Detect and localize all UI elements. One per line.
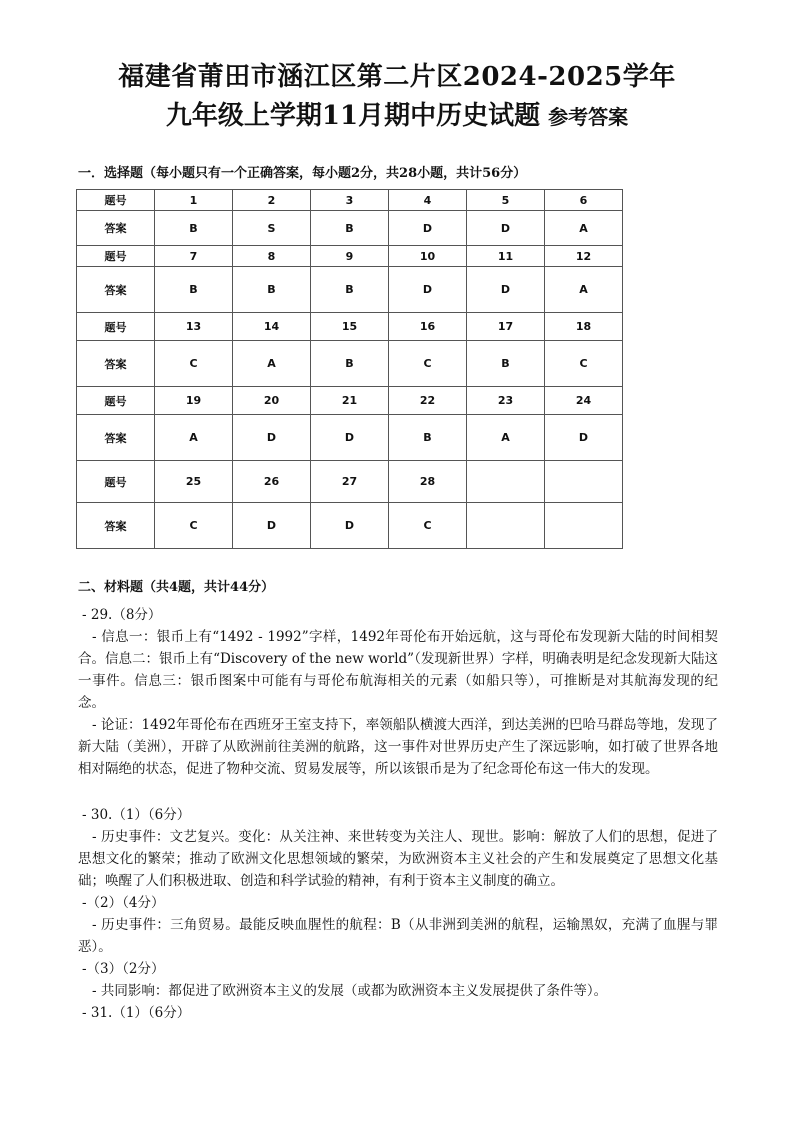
- question-number-cell: 3: [311, 190, 389, 211]
- question-number-cell: 16: [389, 313, 467, 341]
- question-29: [78, 604, 718, 780]
- answer-cell: C: [155, 503, 233, 549]
- row-label-answer: 答案: [77, 415, 155, 461]
- question-number-cell: 10: [389, 246, 467, 267]
- question-number-cell: 26: [233, 461, 311, 503]
- document-title-line1: 福建省莆田市涵江区第二片区2024-2025学年: [118, 62, 676, 92]
- question-30: [78, 804, 718, 1024]
- answer-cell: D: [311, 415, 389, 461]
- question-number-cell: 1: [155, 190, 233, 211]
- question-number-cell: 2: [233, 190, 311, 211]
- title-suffix: 参考答案: [548, 105, 629, 129]
- answer-cell: B: [311, 341, 389, 387]
- question-number-cell: 5: [467, 190, 545, 211]
- question-number-cell: 6: [545, 190, 623, 211]
- row-label-number: 题号: [77, 387, 155, 415]
- question-number-cell: 4: [389, 190, 467, 211]
- question-number-cell: 11: [467, 246, 545, 267]
- answer-cell: D: [389, 267, 467, 313]
- answer-cell: B: [155, 211, 233, 246]
- question-number-cell: 7: [155, 246, 233, 267]
- answer-cell: S: [233, 211, 311, 246]
- question-number-cell: 20: [233, 387, 311, 415]
- q30-label2: -（2）（4分）: [82, 895, 165, 911]
- answer-cell: D: [233, 503, 311, 549]
- question-number-cell: 19: [155, 387, 233, 415]
- q30-label3: -（3）（2分）: [82, 961, 165, 977]
- answer-row: [77, 267, 623, 313]
- row-label-answer: 答案: [77, 211, 155, 246]
- question-number-cell: 28: [389, 461, 467, 503]
- answer-cell: B: [311, 211, 389, 246]
- answer-cell: D: [233, 415, 311, 461]
- question-number-cell: 15: [311, 313, 389, 341]
- answer-cell: D: [467, 267, 545, 313]
- question-number-cell: [545, 461, 623, 503]
- row-label-number: 题号: [77, 313, 155, 341]
- q30-part2: - 历史事件：三角贸易。最能反映血腥性的航程：B（从非洲到美洲的航程，运输黑奴，充满了血腥与罪恶）。: [78, 917, 718, 955]
- row-label-answer: 答案: [77, 341, 155, 387]
- answer-table: [76, 189, 623, 549]
- answer-cell: D: [467, 211, 545, 246]
- q30-label: - 30.（1）（6分）: [82, 807, 191, 823]
- answer-row: [77, 211, 623, 246]
- q29-argument: - 论证：1492年哥伦布在西班牙王室支持下，率领船队横渡大西洋，到达美洲的巴哈马群岛等地，发现了新大陆（美洲），开辟了从欧洲前往美洲的航路，这一事件对世界历史产生了深远影响，如打破了世界各地相对隔绝的状态，促进了物种交流、贸易发展等，所以该银币是为了纪念哥伦布这一伟大的发现。: [78, 717, 718, 777]
- q30-part1: - 历史事件：文艺复兴。变化：从关注神、来世转变为关注人、现世。影响：解放了人们的思想，促进了思想文化的繁荣；推动了欧洲文化思想领域的繁荣，为欧洲资本主义社会的产生和发展奠定了思想文化基础；唤醒了人们积极进取、创造和科学试验的精神，有利于资本主义制度的确立。: [78, 829, 718, 889]
- answer-row: [77, 341, 623, 387]
- answer-cell: C: [389, 503, 467, 549]
- question-number-cell: 22: [389, 387, 467, 415]
- q29-label: - 29.（8分）: [82, 607, 162, 623]
- answer-cell: [545, 503, 623, 549]
- question-number-cell: 18: [545, 313, 623, 341]
- q31-label: - 31.（1）（6分）: [82, 1005, 191, 1021]
- question-number-cell: 27: [311, 461, 389, 503]
- answer-cell: C: [389, 341, 467, 387]
- question-number-cell: 13: [155, 313, 233, 341]
- answer-row: [77, 503, 623, 549]
- answer-cell: D: [389, 211, 467, 246]
- question-number-cell: 8: [233, 246, 311, 267]
- question-number-cell: 25: [155, 461, 233, 503]
- question-number-row: [77, 461, 623, 503]
- q30-part3: - 共同影响：都促进了欧洲资本主义的发展（或都为欧洲资本主义发展提供了条件等）。: [92, 983, 608, 999]
- answer-cell: A: [155, 415, 233, 461]
- question-number-cell: [467, 461, 545, 503]
- answer-cell: [467, 503, 545, 549]
- answer-cell: B: [233, 267, 311, 313]
- document-title-line2: [0, 95, 794, 132]
- row-label-answer: 答案: [77, 503, 155, 549]
- answer-row: [77, 415, 623, 461]
- question-number-cell: 24: [545, 387, 623, 415]
- answer-cell: A: [233, 341, 311, 387]
- answer-cell: B: [311, 267, 389, 313]
- answer-cell: A: [545, 267, 623, 313]
- question-number-row: [77, 190, 623, 211]
- row-label-answer: 答案: [77, 267, 155, 313]
- answer-cell: B: [389, 415, 467, 461]
- row-label-number: 题号: [77, 246, 155, 267]
- answer-cell: D: [545, 415, 623, 461]
- answer-cell: D: [311, 503, 389, 549]
- answer-cell: C: [155, 341, 233, 387]
- answer-cell: B: [155, 267, 233, 313]
- question-number-row: [77, 313, 623, 341]
- question-number-row: [77, 387, 623, 415]
- section1-heading: 一．选择题（每小题只有一个正确答案，每小题2分，共28小题，共计56分）: [78, 166, 527, 181]
- question-number-cell: 14: [233, 313, 311, 341]
- row-label-number: 题号: [77, 461, 155, 503]
- question-number-row: [77, 246, 623, 267]
- row-label-number: 题号: [77, 190, 155, 211]
- question-number-cell: 23: [467, 387, 545, 415]
- question-number-cell: 21: [311, 387, 389, 415]
- question-number-cell: 9: [311, 246, 389, 267]
- title-main: 九年级上学期11月期中历史试题: [165, 101, 541, 131]
- answer-cell: B: [467, 341, 545, 387]
- section2-heading: 二、材料题（共4题，共计44分）: [78, 580, 275, 595]
- question-number-cell: 17: [467, 313, 545, 341]
- answer-cell: C: [545, 341, 623, 387]
- question-number-cell: 12: [545, 246, 623, 267]
- answer-cell: A: [545, 211, 623, 246]
- answer-cell: A: [467, 415, 545, 461]
- q29-info: - 信息一：银币上有“1492 - 1992”字样，1492年哥伦布开始远航，这与哥伦布发现新大陆的时间相契合。信息二：银币上有“Discovery of the new world”（发现新世界）字样，明确表明是纪念发现新大陆这一事件。信息三：银币图案中可能有与哥伦布航海相关的元素（如船只等），可推断是对其航海发现的纪念。: [78, 629, 718, 711]
